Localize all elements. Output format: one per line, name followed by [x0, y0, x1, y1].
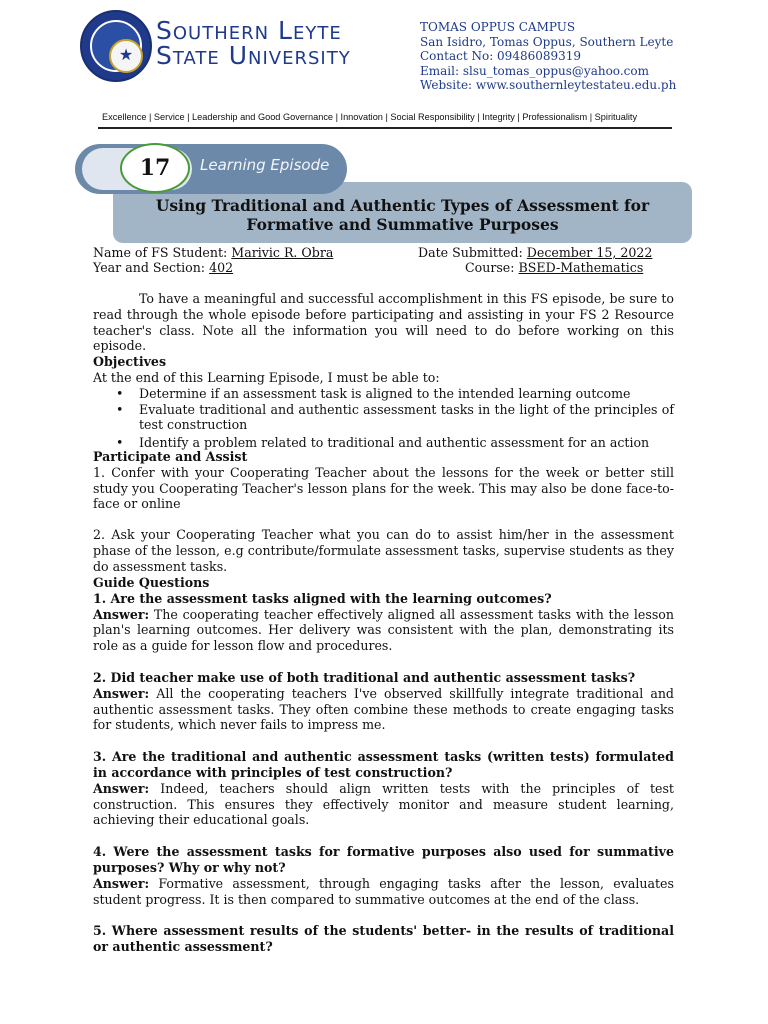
course-value: BSED-Mathematics [518, 260, 644, 275]
year-section-row [93, 260, 286, 275]
student-name-label: Name of FS Student: [93, 245, 228, 260]
answer-1 [93, 607, 674, 654]
episode-title [113, 196, 692, 234]
answer-text: Indeed, teachers should align written tests with the principles of test construction. This ensures they effectively monitor and measure student learning, achieving their educational goals. [93, 780, 674, 828]
campus-contact: Contact No: 09486089319 [420, 49, 582, 63]
answer-label: Answer: [93, 780, 150, 796]
guide-section [93, 575, 674, 955]
episode-title-line2: Formative and Summative Purposes [246, 215, 559, 234]
objective-text: Identify a problem related to traditional and authentic assessment for an action [139, 435, 650, 451]
participate-section [93, 449, 674, 575]
answer-2 [93, 686, 674, 733]
answer-3 [93, 781, 674, 828]
university-name [156, 18, 351, 68]
objective-item [93, 386, 674, 402]
date-submitted-label: Date Submitted: [418, 245, 523, 260]
question-3: 3. Are the traditional and authentic assessment tasks (written tests) formulated in accordance with principles of test construction? [93, 749, 674, 780]
answer-text: Formative assessment, through engaging tasks after the lesson, evaluates student progress. It is then compared to summative outcomes at the end of the class. [93, 875, 674, 907]
year-section-label: Year and Section: [93, 260, 206, 275]
seal-ring [90, 20, 142, 72]
core-values: Excellence | Service | Leadership and Good Governance | Innovation | Social Responsibility | Integrity | Professionalism | Spirituality [102, 112, 638, 122]
seal-star-icon: ★ [118, 45, 134, 64]
intro-section [93, 291, 674, 451]
bullet-icon: • [116, 401, 124, 417]
answer-label: Answer: [93, 685, 150, 701]
header-divider [98, 127, 672, 129]
participate-item-2: 2. Ask your Cooperating Teacher what you can do to assist him/her in the assessment phase of the lesson, e.g contribute/formulate assessment tasks, supervise students as they do assessment tasks. [93, 527, 674, 574]
episode-title-line1: Using Traditional and Authentic Types of Assessment for [155, 196, 650, 215]
date-submitted-value: December 15, 2022 [526, 245, 653, 260]
date-submitted-row [418, 245, 652, 260]
seal-core [109, 39, 143, 73]
answer-label: Answer: [93, 875, 150, 891]
question-2: 2. Did teacher make use of both traditional and authentic assessment tasks? [93, 669, 636, 685]
campus-email: Email: slsu_tomas_oppus@yahoo.com [420, 63, 649, 78]
university-name-line2: State University [156, 41, 351, 70]
objective-text: Evaluate traditional and authentic assessment tasks in the light of the principles of test construction [139, 401, 674, 433]
answer-text: All the cooperating teachers I've observed skillfully integrate traditional and authentic assessment tasks. They often combine these methods to create engaging tasks for students, which never fails to impress me. [93, 685, 674, 733]
objective-text: Determine if an assessment task is aligned to the intended learning outcome [139, 385, 631, 401]
course-row [465, 260, 657, 275]
bullet-icon: • [116, 385, 124, 401]
participate-heading: Participate and Assist [93, 449, 248, 464]
question-1: 1. Are the assessment tasks aligned with the learning outcomes? [93, 590, 552, 606]
university-name-line1: Southern Leyte [156, 16, 342, 45]
participate-item-1: 1. Confer with your Cooperating Teacher about the lessons for the week or better still study you Cooperating Teacher's lesson plans for the week. This may also be done face-to-face or online [93, 464, 674, 512]
campus-name: TOMAS OPPUS CAMPUS [420, 20, 576, 34]
objective-item [93, 402, 674, 434]
student-name-value: Marivic R. Obra [231, 245, 334, 260]
course-label: Course: [465, 260, 515, 275]
answer-text: The cooperating teacher effectively aligned all assessment tasks with the lesson plan's learning outcomes. Her delivery was consistent with the plan, demonstrating its role as a guide for lesson flow and procedures. [93, 606, 674, 654]
bullet-icon: • [116, 435, 124, 451]
campus-website: Website: www.southernleytestateu.edu.ph [420, 78, 677, 92]
campus-address: San Isidro, Tomas Oppus, Southern Leyte [420, 34, 674, 49]
guide-heading: Guide Questions [93, 575, 210, 590]
objectives-list [93, 386, 674, 451]
campus-info [420, 20, 676, 93]
question-4: 4. Were the assessment tasks for formative purposes also used for summative purposes? Why or why not? [93, 844, 674, 875]
answer-label: Answer: [93, 606, 150, 622]
intro-paragraph: To have a meaningful and successful accomplishment in this FS episode, be sure to read through the whole episode before participating and assisting in your FS 2 Resource teacher's class. Note all the information you will need to do before working on this episode. [93, 291, 674, 354]
objectives-heading: Objectives [93, 354, 167, 370]
episode-label: Learning Episode [200, 156, 330, 174]
objectives-lead: At the end of this Learning Episode, I must be able to: [93, 369, 440, 385]
question-5: 5. Where assessment results of the students' better- in the results of traditional or authentic assessment? [93, 923, 674, 955]
student-name-row [93, 245, 384, 260]
year-section-value: 402 [209, 260, 234, 275]
answer-4 [93, 876, 674, 908]
university-seal [80, 10, 152, 82]
episode-number: 17 [120, 143, 190, 193]
